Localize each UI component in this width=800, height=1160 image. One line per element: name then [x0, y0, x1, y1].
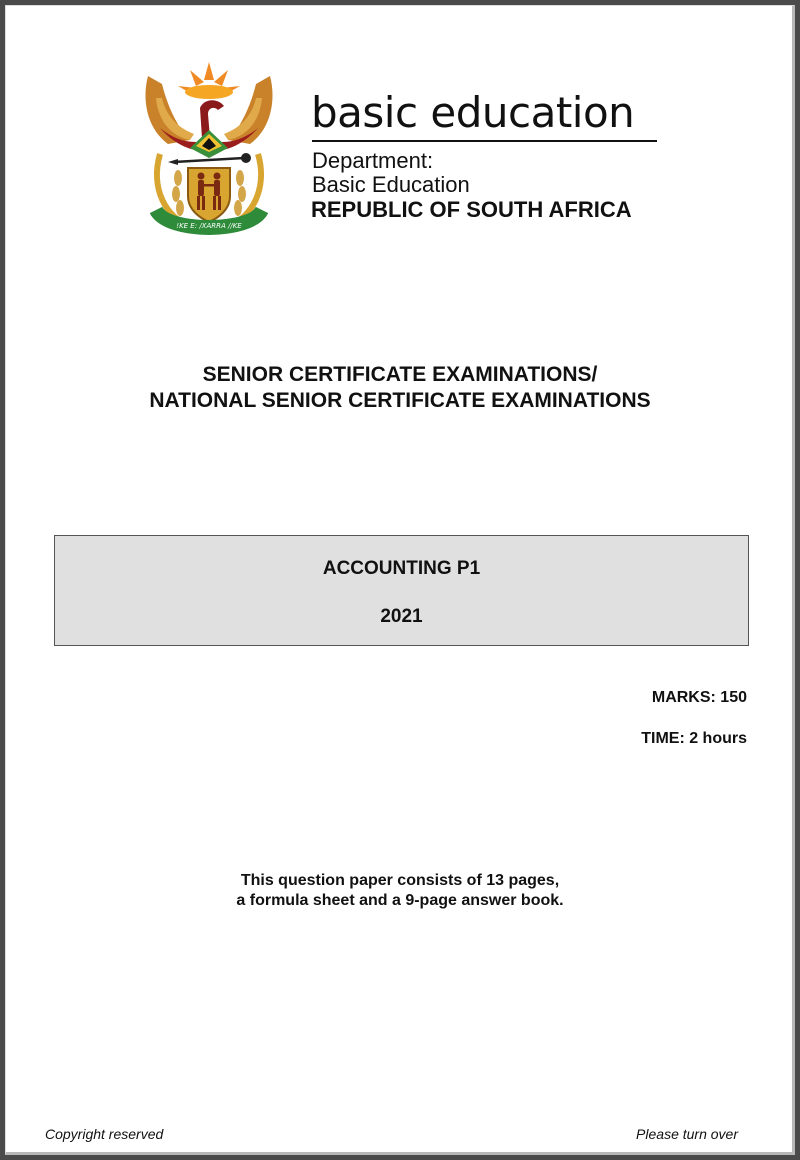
- footer-turn-over: Please turn over: [636, 1126, 738, 1142]
- subject-box: [54, 535, 749, 646]
- department-label: Department:: [312, 148, 434, 173]
- footer-copyright: Copyright reserved: [45, 1126, 164, 1142]
- brand-title: basic education: [311, 88, 635, 137]
- svg-text:!KE E: /XARRA //KE: !KE E: /XARRA //KE: [176, 222, 242, 230]
- coat-of-arms-icon: [138, 58, 280, 240]
- exam-year: 2021: [380, 606, 423, 627]
- exam-title-line2: NATIONAL SENIOR CERTIFICATE EXAMINATIONS: [149, 389, 651, 412]
- country-name: REPUBLIC OF SOUTH AFRICA: [311, 197, 632, 222]
- description-line2: a formula sheet and a 9-page answer book.: [236, 892, 564, 909]
- exam-title-line1: SENIOR CERTIFICATE EXAMINATIONS/: [202, 363, 598, 386]
- subject-title: ACCOUNTING P1: [322, 558, 481, 579]
- time-label: TIME: 2 hours: [641, 730, 747, 747]
- marks-label: MARKS: 150: [651, 689, 747, 706]
- department-name: Basic Education: [312, 172, 470, 197]
- brand-underline: [312, 140, 657, 142]
- description-line1: This question paper consists of 13 pages,: [240, 872, 560, 889]
